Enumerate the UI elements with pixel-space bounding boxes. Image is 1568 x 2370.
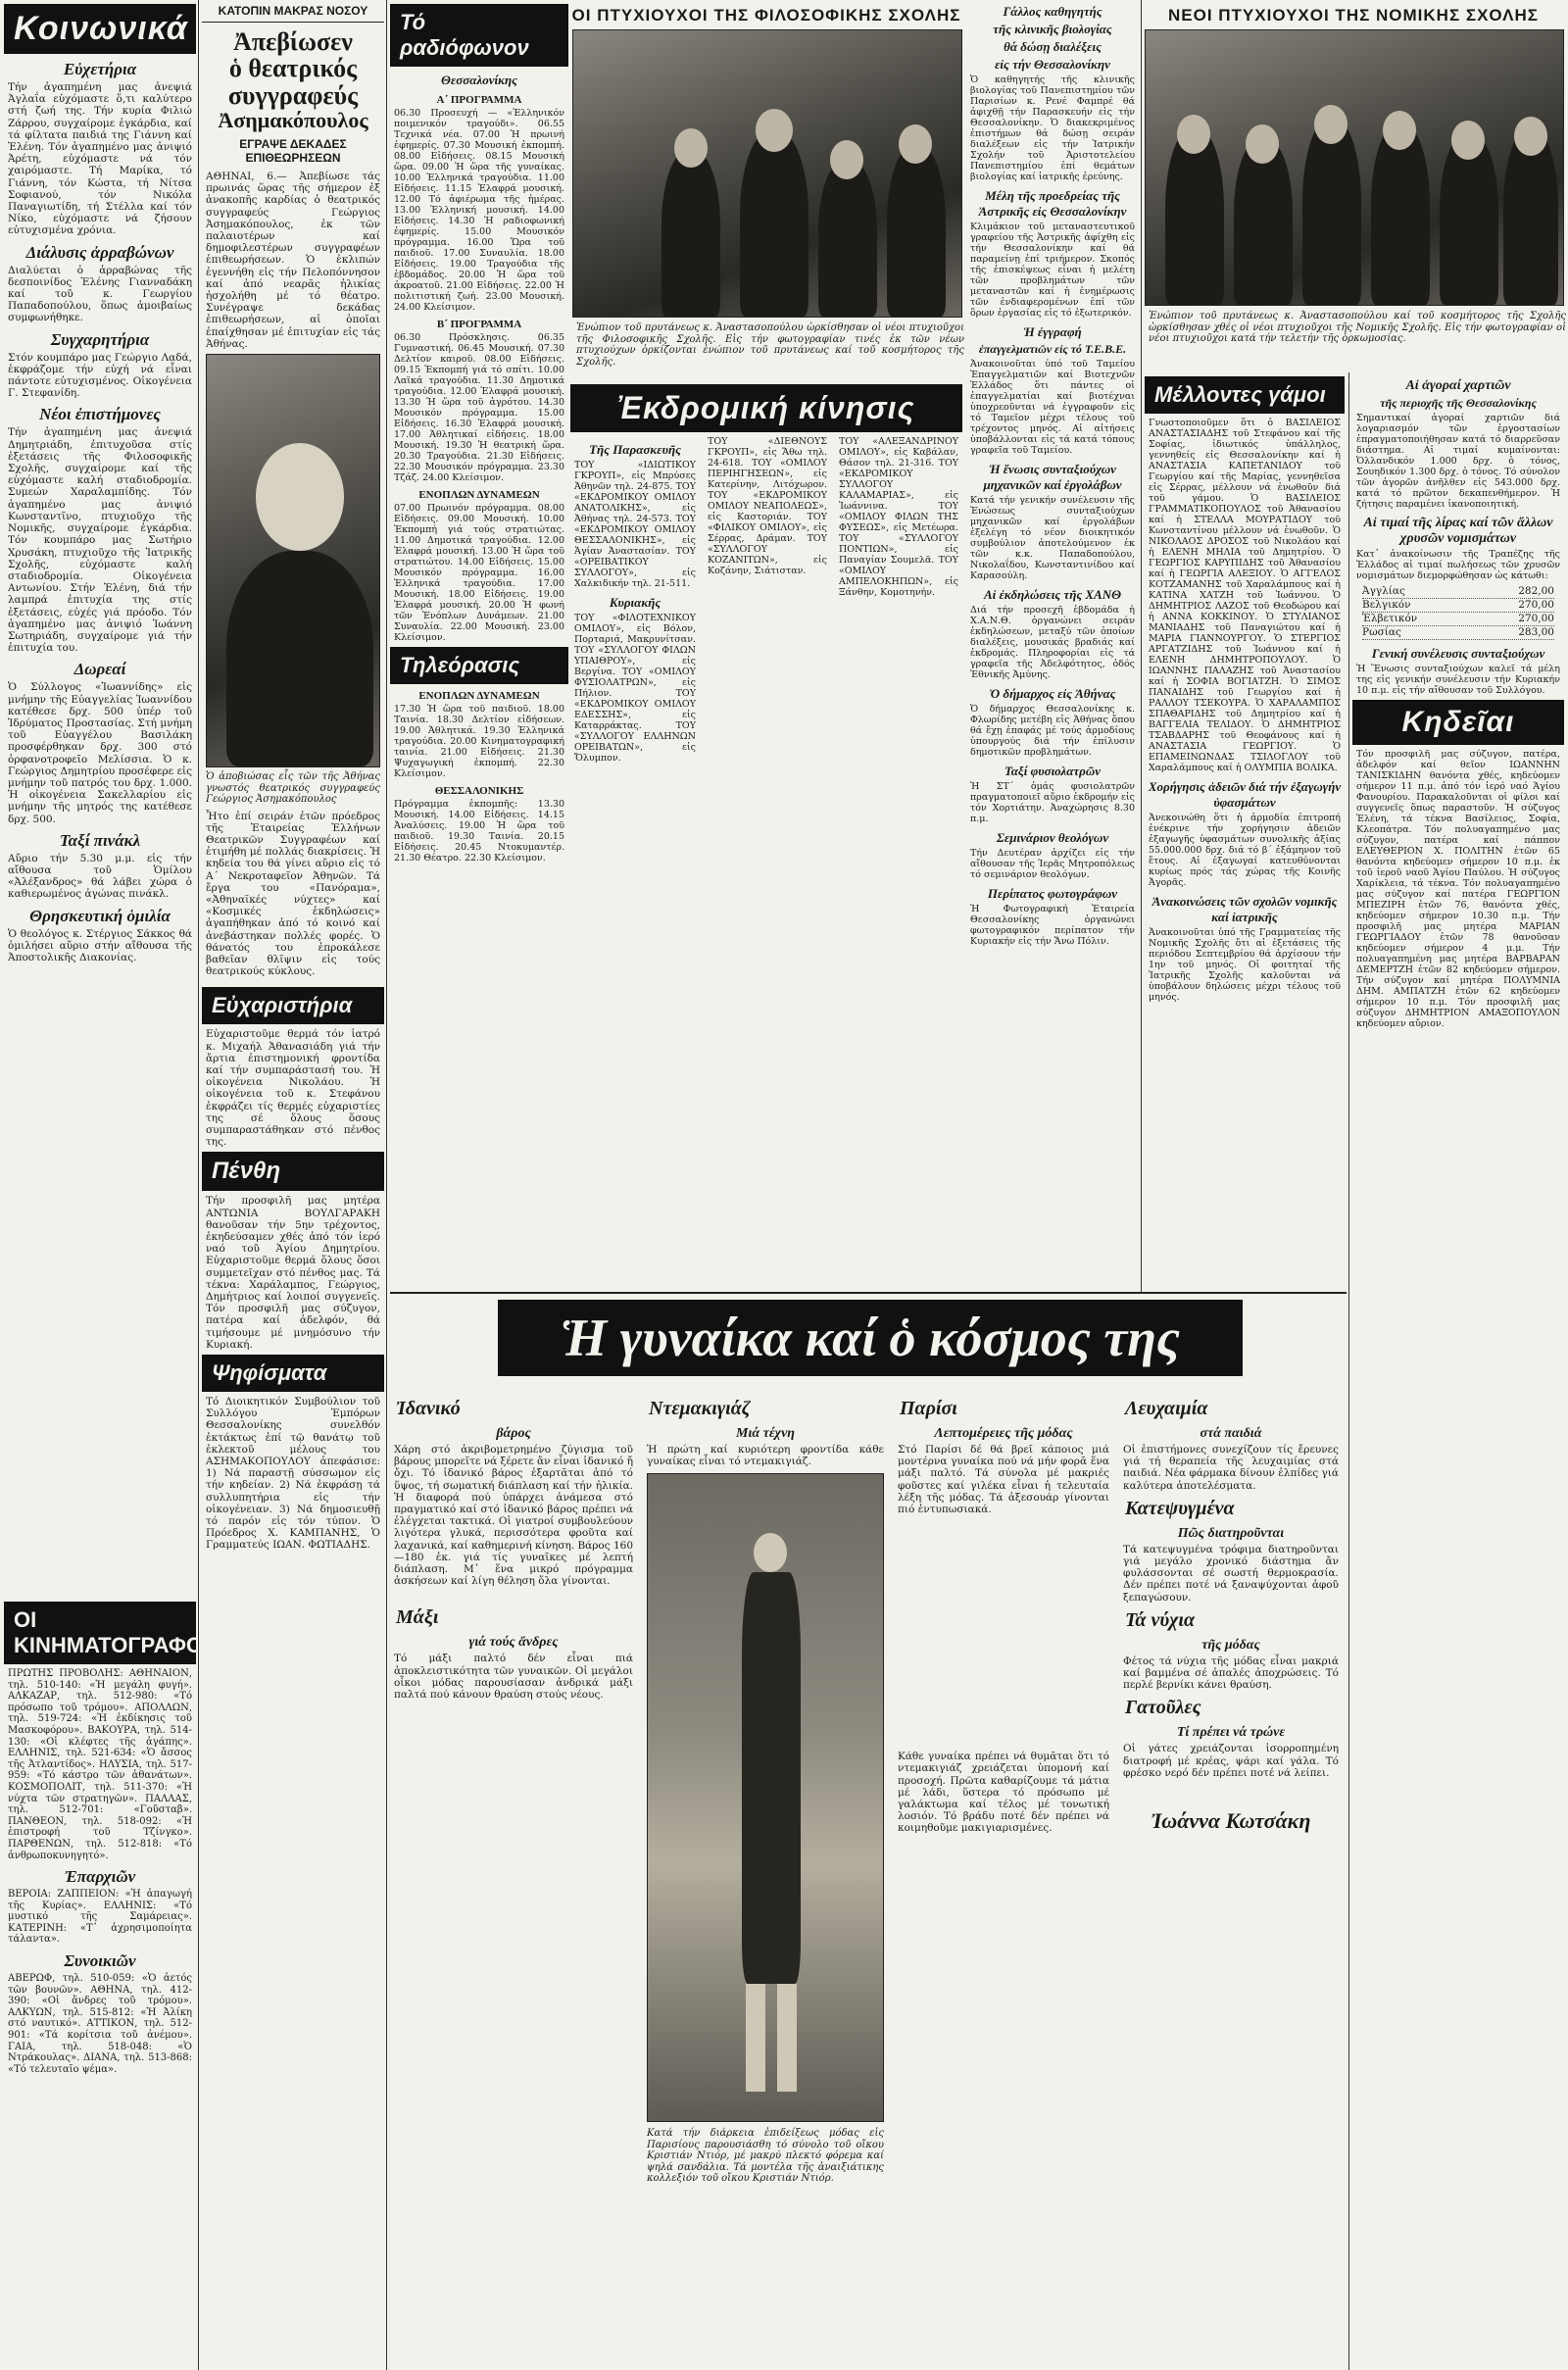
column-radio (390, 0, 568, 1292)
news-headline: Σεμινάριον θεολόγων (996, 830, 1109, 845)
assembly-title: Γενική συνέλευσις συνταξιούχων (1371, 646, 1545, 661)
section-text: Ὁ Σύλλογος «Ἰωαννίδης» εἰς μνήμην τῆς Εὐαγγελίας Ἰωαννίδου κατέθεσε δρχ. 500 ὑπέρ τοῦ Ἱδρύματος Προστασίας. Στή μνήμη τοῦ Εὐαγγέλου Βασιλάκη προσφέρθηκαν δρχ. 300 στό ὀρφανοτροφεῖο Μελίσσια. Ὁ κ. Γεώργιος Δημητρίου προσέφερε εἰς μνήμην τοῦ πατρός του δρχ. 1.000. Ἡ οἰκογένεια Σακελλαρίου εἰς μνήμην τῆς μητρός της κατέθεσε δρχ. 500. (8, 681, 192, 825)
women-col-4 (1119, 1392, 1343, 1836)
excursions-list: ΤΟΥ «ΙΔΙΩΤΙΚΟΥ ΓΚΡΟΥΠ», εἰς Μπρύσες Ἀθηνῶν τηλ. 24-875. ΤΟΥ «ΕΚΔΡΟΜΙΚΟΥ ΟΜΙΛΟΥ ΑΝΑΤΟΛΙΚΗΣ», εἰς Ἀθήνας τηλ. 24-573. ΤΟΥ «ΕΚΔΡΟΜΙΚΟΥ ΟΜΙΛΟΥ ΘΕΣΣΑΛΟΝΙΚΗΣ», εἰς Ἁγίαν Ἀναστασίαν. ΤΟΥ «ΟΡΕΙΒΑΤΙΚΟΥ ΣΥΛΛΟΓΟΥ», εἰς Χαλκιδικήν τηλ. 21-511. (574, 460, 696, 589)
news-text: Ἀνακοινοῦται ὑπό τοῦ Ταμείου Ἐπαγγελματιῶν καί Βιοτεχνῶν Ἑλλάδος ὅτι πάντες οἱ ἐπαγγελματίαι καί βιοτέχναι ὑποχρεοῦνται νά ἐγγραφοῦν εἰς τό Ταμεῖον μέχρι τέλους τοῦ τρέχοντος μηνός. Αἱ αἰτήσεις ὑποβάλλονται εἰς τά κατά τόπους γραφεῖα τοῦ Ταμείου. (970, 359, 1135, 456)
fashion-caption: Κατά τήν διάρκεια ἐπιδείξεως μόδας εἰς Παρισίους παρουσιάσθη τό σύνολο τοῦ οἴκου Κριστιάν Ντιόρ, μέ μακρύ πλεκτό φόρεμα καί ψηλά σανδάλια. Τά μοντέλα τῆς ἀναιξιάτικης κολλεξιόν τοῦ οἴκου Κριστιάν Ντιόρ. (647, 2128, 884, 2185)
gold-coin-name: Ἀγγλίας (1362, 585, 1405, 597)
news-text: Ἡ Φωτογραφική Ἑταιρεία Θεσσαλονίκης ὀργανώνει φωτογραφικόν περίπατον τήν Κυριακήν εἰς τήν Ἄνω Πόλιν. (970, 904, 1135, 947)
law-photo (1145, 29, 1564, 306)
excursions-heading: Ἐκδρομική κίνησις (570, 384, 962, 432)
section-title: Εὐχετήρια (63, 60, 137, 78)
mourning-text: Τήν προσφιλῆ μας μητέρα ΑΝΤΩΝΙΑ ΒΟΥΛΓΑΡΑΚΗ θανοῦσαν τήν 5ην τρέχοντος, ἐκηδεύσαμεν χθές ἀπό τόν ἱερό ναό τοῦ Ἁγίου Δημητρίου. Εὐχαριστοῦμε θερμά ὅλους ὅσοι συμμετεῖχαν στό πένθος μας. Τά τέκνα: Χαράλαμπος, Γεώργιος, Δημήτριος καί λοιποί συγγενεῖς. Τόν προσφιλῆ μας σύζυγον, πατέρα καί ἀδελφόν, θά τιμήσουμε μέ μνημόσυνο τήν Κυριακή. (206, 1195, 380, 1351)
news-headline: Ταξί φυσιολατρῶν (1004, 764, 1102, 778)
section-title: Θρησκευτική ὁμιλία (29, 906, 171, 925)
cats-title: Γατοῦλες (1125, 1697, 1201, 1719)
cinemas-provinces: ΒΕΡΟΙΑ: ΖΑΠΠΕΙΟΝ: «Ἡ ἀπαγωγή τῆς Κυρίας». ΕΛΛΗΝΙΣ: «Τό μυστικό τῆς Σαμάρειας». ΚΑΤΕΡΙΝΗ: «Τ᾽ ἀχρησιμοποίητα τάλαντα». (8, 1889, 192, 1946)
cinemas-section (4, 1598, 210, 2079)
gold-price-row (1362, 613, 1554, 626)
maxi-title: Μάξι (396, 1606, 439, 1629)
tv-1-title: ΕΝΟΠΛΩΝ ΔΥΝΑΜΕΩΝ (418, 690, 540, 702)
nails-text: Φέτος τά νύχια τῆς μόδας εἶναι μακριά καί βαμμένα σέ ἀπαλές ἀποχρώσεις. Τό περλέ βερνίκι κάνει θραύση. (1123, 1654, 1339, 1692)
exports-title: Χορήγησις ἀδειῶν διά τήν ἐξαγωγήν ὑφασμάτων (1148, 779, 1342, 810)
obituary-headline-2: ὁ θεατρικός (228, 54, 358, 83)
section-title: Διάλυσις ἀρραβώνων (25, 242, 174, 262)
column-markets (1352, 372, 1564, 2370)
frozen-title: Κατεψυγμένα (1125, 1497, 1235, 1519)
radio-station: Θεσσαλονίκης (441, 73, 517, 87)
news-headline: Ὁ δήμαρχος εἰς Ἀθήνας (989, 686, 1116, 701)
obituary-deck: ΕΓΡΑΨΕ ΔΕΚΑΔΕΣ ΕΠΙΘΕΩΡΗΣΕΩΝ (239, 136, 347, 165)
section-title: Δωρεαί (74, 660, 126, 679)
cats-text: Οἱ γάτες χρειάζονται ἰσορροπημένη διατροφή μέ κρέας, ψάρι καί γάλα. Τό φρέσκο νερό δέν πρέπει ποτέ νά λείπει. (1123, 1743, 1339, 1779)
news-headline: εἰς τήν Θεσσαλονίκην (995, 57, 1110, 72)
excursions-section (570, 380, 962, 767)
maxi-text: Τό μάξι παλτό δέν εἶναι πιά ἀποκλειστικότητα τῶν γυναικῶν. Οἱ μεγάλοι οἶκοι μόδας παρουσίασαν ἀνδρικά μάξι παλτά πού κάνουν θραύση στούς νέους. (394, 1653, 633, 1702)
leukemia-text: Οἱ ἐπιστήμονες συνεχίζουν τίς ἔρευνες γιά τή θεραπεία τῆς λευχαιμίας στά παιδιά. Νέα φάρμακα δίνουν ἐλπίδες γιά καλύτερα ἀποτελέσματα. (1123, 1444, 1339, 1492)
obituary-text: ΑΘΗΝΑΙ, 6.— Ἀπεβίωσε τάς πρωινάς ὥρας τῆς σήμερον ἐξ ἀνακοπῆς καρδίας ὁ θεατρικός συγγραφεύς Γεώργιος Ἀσημακόπουλος, ἐκ τῶν παλαιοτέρων καί δημοφιλεστέρων συγγραφέων ἐπιθεωρήσεων. Ὁ ἐκλιπών ἐγεννήθη εἰς τήν Πελοπόννησον καί ἀπό νεαρᾶς ἡλικίας ἠσχολήθη μέ τό θέατρο. Συνέγραψε δεκάδας ἐπιθεωρήσεων, αἱ ὁποῖαι ἐπαίχθησαν μέ ἐπιτυχίαν εἰς τάς Ἀθήνας. (206, 170, 380, 350)
gold-coin-name: Ρωσίας (1362, 626, 1401, 638)
nails-title: Τά νύχια (1125, 1608, 1196, 1631)
section-text: Τήν ἀγαπημένη μας ἀνεψιά Ἀγλαΐα εὐχόμαστε ὅ,τι καλύτερο στή ζωή της. Τήν κυρία Φιλιώ Ζάρρου, συγχαίρομε ἐγκάρδια, καί τά φίλτατα παιδιά της Γιάννη καί Ἐλένη. Τόν ἀγαπημένο μας ἀνιψιό Ἀρέτη, εὐχόμαστε νά τόν χαιρόμαστε. Τή Μαρίκα, τό Γιάννη, τόν Κώστα, τή Νίτσα Σοφιανού, τόν Νικόλα Παναγιωτίδη, τή Στέλλα καί τόν Νίκο, εὐχόμαστε νά ζήσουν εὐτυχισμένα χρόνια. (8, 81, 192, 237)
paris-title: Παρίσι (900, 1398, 957, 1419)
weddings-text: Γνωστοποιοῦμεν ὅτι ὁ ΒΑΣΙΛΕΙΟΣ ΑΝΑΣΤΑΣΙΑΔΗΣ τοῦ Στεφάνου καί τῆς Σοφίας, ἰδιωτικός ὑπάλληλος, γεννηθείς εἰς Θεσσαλονίκην καί ἡ ΑΝΑΣΤΑΣΙΑ ΚΑΠΕΤΑΝΙΔΟΥ τοῦ Γεωργίου καί τῆς Μαρίας, γεννηθεῖσα εἰς Σέρρας, μέλλουν νά ἑνωθοῦν διά τοῦ γάμου. Ὁ ΒΑΣΙΛΕΙΟΣ ΓΡΑΜΜΑΤΙΚΟΠΟΥΛΟΣ τοῦ Ἀθανασίου καί ἡ ΣΤΕΛΛΑ ΜΟΥΡΑΤΙΔΟΥ τοῦ Κωνσταντίνου μέλλουν νά ἑνωθοῦν. Ὁ ΝΙΚΟΛΑΟΣ ΔΡΟΣΟΣ τοῦ Νικολάου καί ἡ ΕΛΕΝΗ ΜΗΛΙΑ τοῦ Δημητρίου. Ὁ ΓΕΩΡΓΙΟΣ ΚΑΡΥΠΙΔΗΣ τοῦ Ἀθανασίου καί ἡ ΓΕΩΡΓΙΑ ΑΛΕΞΙΟΥ. Ὁ ΑΓΓΕΛΟΣ ΚΟΤΖΑΜΑΝΗΣ τοῦ Χαραλάμπους καί ἡ ΚΑΤΙΝΑ ΧΑΤΖΗ τοῦ Ἰωάννου. Ὁ ΔΗΜΗΤΡΙΟΣ ΛΑΖΟΣ τοῦ Θεοδώρου καί ἡ ΑΝΝΑ ΚΟΚΚΙΝΟΥ. Ὁ ΣΤΥΛΙΑΝΟΣ ΜΑΝΙΑΔΗΣ τοῦ Παναγιώτου καί ἡ ΜΑΡΙΑ ΓΙΑΝΝΟΥΡΓΟΥ. Ὁ ΣΤΕΡΓΙΟΣ ΑΡΓΑΤΖΙΔΗΣ τοῦ Ἰωάννου καί ἡ ΕΛΕΝΗ ΔΗΜΗΤΡΟΠΟΥΛΟΥ. Ὁ ΙΩΑΝΝΗΣ ΠΑΛΑΖΗΣ τοῦ Ἀναστασίου καί ἡ ΣΟΦΙΑ ΒΟΓΙΑΤΖΗ. Ὁ ΣΙΜΟΣ ΠΑΝΑΙΔΗΣ τοῦ Γεωργίου καί ἡ ΡΑΛΛΟΥ ΤΣΕΚΟΥΡΑ. Ὁ ΧΑΡΑΛΑΜΠΟΣ ΣΠΑΘΑΡΙΔΗΣ τοῦ Δημητρίου καί ἡ ΒΑΓΓΕΛΙΑ ΤΕΛΙΔΟΥ. Ὁ ΔΗΜΗΤΡΙΟΣ ΤΣΑΒΔΑΡΗΣ τοῦ Θεοφάνους καί ἡ ΑΝΑΣΤΑΣΙΑ ΓΕΩΡΓΙΟΥ. Ὁ ΕΠΑΜΕΙΝΩΝΔΑΣ ΤΣΙΛΟΓΛΟΥ τοῦ Χαραλάμπους καί ἡ ΟΛΥΜΠΙΑ ΒΟΛΙΚΑ. (1149, 418, 1341, 773)
markets-subtitle: τῆς περιοχῆς τῆς Θεσσαλονίκης (1380, 396, 1537, 410)
gold-text: Κατ᾽ ἀνακοίνωσιν τῆς Τραπέζης τῆς Ἑλλάδος αἱ τιμαί πωλήσεως τῶν χρυσῶν νομισμάτων διεμορφώθησαν ὡς κάτωθι: (1356, 549, 1560, 581)
news-text: Διά τήν προσεχῆ ἑβδομάδα ἡ Χ.Α.Ν.Θ. ὀργανώνει σειράν ἐκδηλώσεων, μεταξύ τῶν ὁποίων διαλέξεις, μουσικάς βραδιάς καί ἐκδρομάς. Πληροφορίαι εἰς τά γραφεῖα τῆς Ἀδελφότητος, ὁδός Ἐθνικῆς Ἀμύνης. (970, 605, 1135, 680)
gold-coin-price: 270,00 (1518, 613, 1554, 624)
demaquillage-sub: Μιά τέχνη (736, 1426, 795, 1441)
law-title: ΝΕΟΙ ΠΤΥΧΙΟΥΧΟΙ ΤΗΣ ΝΟΜΙΚΗΣ ΣΧΟΛΗΣ (1167, 6, 1540, 25)
news-headline: Περίπατος φωτογράφων (987, 886, 1118, 901)
armed-forces-title: ΕΝΟΠΛΩΝ ΔΥΝΑΜΕΩΝ (418, 489, 540, 501)
gold-price-table (1362, 585, 1554, 640)
news-text: Ἡ ΣΤ΄ ὁμάς φυσιολατρῶν πραγματοποιεῖ αὔριο ἐκδρομήν εἰς τόν Χορτιάτην. Ἀναχώρησις 8.30 π.μ. (970, 781, 1135, 824)
philosophy-title: ΟΙ ΠΤΥΧΙΟΥΧΟΙ ΤΗΣ ΦΙΛΟΣΟΦΙΚΗΣ ΣΧΟΛΗΣ (571, 6, 961, 25)
nails-sub: τῆς μόδας (1201, 1637, 1260, 1653)
excursions-list: ΤΟΥ «ΑΛΕΞΑΝΔΡΙΝΟΥ ΟΜΙΛΟΥ», εἰς Καβάλαν, Θάσον τηλ. 21-316. ΤΟΥ «ΕΚΔΡΟΜΙΚΟΥ ΣΥΛΛΟΓΟΥ ΚΑΛΑΜΑΡΙΑΣ», εἰς Ἰωάννινα. ΤΟΥ «ΟΜΙΛΟΥ ΦΙΛΩΝ ΤΗΣ ΦΥΣΕΩΣ», εἰς Μετέωρα. ΤΟΥ «ΣΥΛΛΟΓΟΥ ΠΟΝΤΙΩΝ», εἰς Παναγίαν Σουμελᾶ. ΤΟΥ «ΟΜΙΛΟΥ ΑΜΠΕΛΟΚΗΠΩΝ», εἰς Ξάνθην, Κομοτηνήν. (839, 436, 958, 598)
leukemia-title: Λευχαιμία (1125, 1398, 1208, 1419)
excursions-list: ΤΟΥ «ΦΙΛΟΤΕΧΝΙΚΟΥ ΟΜΙΛΟΥ», εἰς Βόλον, Πορταριά, Μακρυνίτσαν. ΤΟΥ «ΣΥΛΛΟΓΟΥ ΦΙΛΩΝ ΥΠΑΙΘΡΟΥ», εἰς Βεργίνα. ΤΟΥ «ΟΜΙΛΟΥ ΦΥΣΙΟΛΑΤΡΩΝ», εἰς Πήλιον. ΤΟΥ «ΕΚΔΡΟΜΙΚΟΥ ΟΜΙΛΟΥ ΕΔΕΣΣΗΣ», εἰς Καταρράκτας. ΤΟΥ «ΣΥΛΛΟΓΟΥ ΕΛΛΗΝΩΝ ΟΡΕΙΒΑΤΩΝ», εἰς Ὄλυμπον. (574, 613, 696, 764)
social-heading: Κοινωνικά (4, 4, 196, 54)
thanks-heading: Εὐχαριστήρια (202, 987, 384, 1024)
news-text: Ὁ δήμαρχος Θεσσαλονίκης κ. Φλωρίδης μετέβη εἰς Ἀθήνας ὅπου θά ἔχῃ ἐπαφάς μέ τούς ἁρμοδίους ὑπουργούς διά τήν ἐπίλυσιν δημοτικῶν προβλημάτων. (970, 704, 1135, 758)
cats-sub: Τί πρέπει νά τρώνε (1176, 1725, 1286, 1741)
section-text: Στόν κουμπάρο μας Γεώργιο Λαδά, ἐκφράζομε τήν εὐχή νά εἶναι πάντοτε εὐτυχισμένος. Οἰκογένεια Γ. Στεφανίδη. (8, 351, 192, 400)
section-title: Νέοι ἐπιστήμονες (39, 405, 161, 424)
thanks-text: Εὐχαριστοῦμε θερμά τόν ἰατρό κ. Μιχαήλ Ἀθανασιάδη γιά τήν ἄρτια ἐπιστημονική φροντίδα καί τήν συμπαράστασή του. Ἡ οἰκογένεια Νικολάου. Ἡ οἰκογένεια τοῦ κ. Στεφάνου ἐκφράζει τίς θερμές εὐχαριστίες της σέ ὅλους ὅσους συμπαραστάθηκαν στό πένθος της. (206, 1028, 380, 1149)
excursions-day-title: Κυριακῆς (609, 595, 662, 610)
cinemas-provinces-title: Ἐπαρχιῶν (64, 1867, 136, 1887)
mourning-heading: Πένθη (202, 1152, 384, 1191)
cinemas-neighborhood-title: Συνοικιῶν (64, 1951, 136, 1971)
assembly-text: Ἡ Ἕνωσις συνταξιούχων καλεῖ τά μέλη της εἰς γενικήν συνέλευσιν τήν Κυριακήν 10 π.μ. εἰς τήν αἴθουσαν τοῦ Συλλόγου. (1356, 664, 1560, 696)
gold-title: Αἱ τιμαί τῆς λίρας καί τῶν ἄλλων χρυσῶν νομισμάτων (1363, 516, 1553, 546)
portrait-caption: Ὁ ἀποβιώσας εἷς τῶν τῆς Ἀθήνας γνωστός θεατρικός συγγραφεύς Γεώργιος Ἀσημακόπουλος (206, 771, 380, 806)
obituary-headline-3: συγγραφεύς (227, 80, 359, 110)
resolutions-text: Τό Διοικητικόν Συμβούλιον τοῦ Συλλόγου Ἐμπόρων Θεσσαλονίκης συνελθόν ἐκτάκτως ἐπί τῷ θανάτῳ τοῦ ἐκλεκτοῦ μέλους του ΑΣΗΜΑΚΟΠΟΥΛΟΥ ἀπεφάσισε: 1) Νά παραστῇ σύσσωμον εἰς τήν κηδείαν. 2) Νά ἐκφράσῃ τά συλλυπητήρια εἰς τήν οἰκογένειαν. 3) Νά δημοσιευθῇ τό παρόν εἰς τόν τύπον. Ὁ Πρόεδρος Χ. ΚΑΜΠΑΝΗΣ, Ὁ Γραμματεύς ΙΩΑΝ. ΦΩΤΙΑΔΗΣ. (206, 1396, 380, 1552)
leukemia-sub: στά παιδιά (1200, 1426, 1262, 1441)
tv-2-title: ΘΕΣΣΑΛΟΝΙΚΗΣ (434, 785, 524, 797)
column-obituary (202, 0, 384, 2370)
news-text: Κατά τήν γενικήν συνέλευσιν τῆς Ἑνώσεως συνταξιούχων μηχανικῶν καί ἐργολάβων ἐξελέγη τό νέον διοικητικόν συμβούλιον ἀποτελούμενον ἐκ τῶν κ.κ. Παπαδοπούλου, Νικολαΐδου, Κωνσταντινίδου καί Καρασούλη. (970, 495, 1135, 581)
frozen-sub: Πῶς διατηροῦνται (1177, 1525, 1285, 1541)
paris-sub: Λεπτομέρειες τῆς μόδας (934, 1426, 1073, 1441)
ideal-weight-text: Χάρη στό ἀκριβομετρημένο ζύγισμα τοῦ βάρους μπορεῖτε νά ξέρετε ἄν εἶναι ἰδανικό ἤ ὄχι. Τό ἰδανικό βάρος ἐξαρτᾶται ἀπό τό ὕψος, τή σωματική διάπλαση καί τήν ἡλικία. Ἡ διαφορά πού ὑπάρχει ἀνάμεσα στό πραγματικό καί στό ἰδανικό βάρος πρέπει νά ἐλέγχεται τακτικά. Οἱ γιατροί συμβουλεύουν λιγότερα γλυκά, περισσότερα φροῦτα καί λαχανικά, καί καθημερινή κίνηση. Βάρος 160—180 ἐκ. γιά τίς γυναῖκες μέ λεπτή διάπλαση. Μ᾽ ἕνα μικρό πρόγραμμα ἀσκήσεων καί λίγη θέληση ὅλα γίνονται. (394, 1444, 634, 1588)
column-news (966, 0, 1139, 1292)
paris-text: Στό Παρίσι δέ θά βρεῖ κάποιος μιά μοντέρνα γυναίκα πού νά μήν φορᾶ ἕνα μάξι παλτό. Τά σύνολα μέ μακριές φοῦστες καί γιλέκα εἶναι ἡ τελευταία λέξη τῆς μόδας. Τά ἀξεσουάρ γίνονται πιό ἐντυπωσιακά. (898, 1444, 1109, 1516)
ideal-weight-title: Ἰδανικό (396, 1398, 461, 1419)
news-subheadline: ἐπαγγελματιῶν εἰς τό Τ.Ε.Β.Ε. (978, 342, 1127, 356)
armed-forces-text: 07.00 Πρωινόν πρόγραμμα. 08.00 Εἰδήσεις. 09.00 Μουσική. 10.00 Ἐκπομπή γιά τούς στρατιώτας. 11.00 Δημοτικά τραγούδια. 12.00 Ἐλαφρά μουσική. 13.00 Ἡ ὥρα τοῦ στρατιώτου. 14.00 Εἰδήσεις. 15.00 Μουσικόν πρόγραμμα. 16.00 Ἑλληνικά τραγούδια. 17.00 Μουσική. 18.00 Εἰδήσεις. 19.00 Ἐλαφρά μουσική. 20.00 Ἡ φωνή τῶν Ἐνόπλων Δυνάμεων. 21.00 Συναυλία. 22.00 Μουσική. 23.00 Κλείσιμον. (394, 503, 564, 643)
demaquillage-text-cont: Κάθε γυναίκα πρέπει νά θυμᾶται ὅτι τό ντεμακιγιάζ χρειάζεται ὑπομονή καί προσοχή. Πρῶτα καθαρίζουμε τά μάτια μέ λάδι, ὕστερα τό πρόσωπο μέ γαλάκτωμα καί τέλος μέ τονωτική λοσιόν. Τό βράδυ ποτέ δέν πρέπει νά κοιμηθοῦμε μακιγιαρισμένες. (898, 1751, 1109, 1835)
news-headline: Ἡ ἐγγραφή (1023, 324, 1082, 339)
women-col-3 (894, 1392, 1113, 1839)
section-text: Ὁ θεολόγος κ. Στέργιος Σάκκος θά ὁμιλήσει αὔριο στήν αἴθουσα τῆς Ἀποστολικῆς Διακονίας. (8, 927, 192, 963)
women-section (390, 1292, 1347, 2368)
gold-price-row (1362, 626, 1554, 640)
women-col-2 (643, 1392, 888, 2190)
philosophy-photo (572, 29, 962, 318)
weddings-heading: Μέλλοντες γάμοι (1145, 376, 1345, 414)
cinemas-neighborhood: ΑΒΕΡΩΦ, τηλ. 510-059: «Ὁ ἀετός τῶν βουνῶν». ΑΘΗΝΑ, τηλ. 412-390: «Οἱ ἄνδρες τοῦ τρόμου». ΑΛΚΥΩΝ, τηλ. 515-812: «Ἡ Ἀλίκη στό ναυτικό». ΑΤΤΙΚΟΝ, τηλ. 512-901: «Τά κορίτσια τοῦ ἀνέμου». ΓΑΙΑ, τηλ. 518-048: «Ὁ Ντράκουλας». ΔΙΑΝΑ, τηλ. 513-868: «Τό τελευταῖο ψέμα». (8, 1973, 192, 2075)
program-2-title: Β΄ ΠΡΟΓΡΑΜΜΑ (436, 319, 522, 330)
tv-1-text: 17.30 Ἡ ὥρα τοῦ παιδιοῦ. 18.00 Ταινία. 18.30 Δελτίον εἰδήσεων. 19.00 Ἀθλητικά. 19.30 Ἑλληνικά τραγούδια. 20.00 Κινηματογραφική ταινία. 21.00 Εἰδήσεις. 21.30 Ψυχαγωγική ἐκπομπή. 22.30 Κλείσιμον. (394, 704, 564, 779)
news-headline: θά δώσῃ διαλέξεις (1004, 39, 1102, 54)
obituary-headline-4: Ἀσημακόπουλος (218, 107, 368, 132)
funerals-heading: Κηδεῖαι (1352, 700, 1564, 745)
demaquillage-text: Ἡ πρώτη καί κυριότερη φροντίδα κάθε γυναίκας εἶναι τό ντεμακιγιάζ. (647, 1444, 884, 1468)
gold-coin-name: Βελγικόν (1362, 599, 1411, 611)
ideal-weight-sub: βάρος (496, 1426, 531, 1441)
resolutions-heading: Ψηφίσματα (202, 1355, 384, 1392)
radio-heading: Τό ραδιόφωνον (390, 4, 568, 67)
news-text: Κλιμάκιον τοῦ μεταναστευτικοῦ γραφείου τῆς Ἀστρικῆς ἀφίχθη εἰς τήν Θεσσαλονίκην καί θά παραμείνῃ ἐπί τριήμερον. Σκοπός τῆς ἐπισκέψεως εἶναι ἡ μελέτη τῶν προβλημάτων τῶν μεταναστῶν καί ἡ ἐνημέρωσις τῶν ἐνδιαφερομένων ἐπί τῶν ὅρων ἐργασίας εἰς τό ἐξωτερικόν. (970, 222, 1135, 319)
section-title: Ταξί πινάκλ (59, 830, 141, 850)
excursions-day-title: Τῆς Παρασκευῆς (589, 442, 681, 457)
program-1-text: 06.30 Προσευχή — «Ἑλληνικόν ποιμενικόν τραγούδι». 06.55 Τεχνικά νέα. 07.00 Ἡ πρωινή ἐφημερίς. 07.30 Μουσική ἐκπομπή. 08.00 Εἰδήσεις. 08.15 Μουσική ὥρα. 09.00 Ἡ ὥρα τῆς γυναίκας. 10.00 Ἑλληνικά τραγούδια. 11.00 Εἰδήσεις. 11.15 Ἐλαφρά μουσική. 12.00 Τό ἀφιέρωμα τῆς ἡμέρας. 13.00 Ἑλληνική μουσική. 14.00 Εἰδήσεις. 14.30 Ἡ ραδιοφωνική ἐφημερίς. 15.00 Μουσικόν πρόγραμμα. 16.00 Ὥρα τοῦ παιδιοῦ. 17.00 Συναυλία. 18.00 Εἰδήσεις. 19.00 Τραγούδια τῆς ἑβδομάδος. 20.00 Ἡ ὥρα τοῦ ἀκροατοῦ. 21.00 Εἰδήσεις. 22.00 Ἡ πολιτιστική ζωή. 23.00 Μουσική. 24.00 Κλείσιμον. (394, 108, 564, 313)
exports-text: Ἀνεκοινώθη ὅτι ἡ ἁρμοδία ἐπιτροπή ἐνέκρινε τήν χορήγησιν ἀδειῶν ἐξαγωγῆς ὑφασμάτων συνολικῆς ἀξίας 55.000.000 δρχ. διά τό β΄ ἑξάμηνον τοῦ ἔτους. Αἱ ἐξαγωγαί κατευθύνονται κυρίως πρός τάς χώρας τῆς Κοινῆς Ἀγορᾶς. (1149, 813, 1341, 888)
section-text: Διαλύεται ὁ ἀρραβώνας τῆς δεσποινίδος Ἐλένης Γιανναδάκη καί τοῦ κ. Γεωργίου Παπαδοπούλου, ὅπως ἀμοιβαίως συμφωνήθηκε. (8, 264, 192, 324)
women-headline: Ἡ γυναίκα καί ὁ κόσμος της (498, 1300, 1243, 1376)
section-text: Αὔριο τήν 5.30 μ.μ. εἰς τήν αἴθουσα τοῦ Ὁμίλου «Ἀλέξανδρος» θά λάβει χώρα ὁ καθιερωμένος ἀγώνας πινάκλ. (8, 852, 192, 901)
announcements-text: Ἀνακοινοῦται ὑπό τῆς Γραμματείας τῆς Νομικῆς Σχολῆς ὅτι αἱ ἐξετάσεις τῆς περιόδου Σεπτεμβρίου θά ἀρχίσουν τήν 1ην τοῦ μηνός. Οἱ φοιτηταί τῆς Ἰατρικῆς Σχολῆς καλοῦνται νά ὑποβάλουν δηλώσεις μέχρι τέλους τοῦ μηνός. (1149, 927, 1341, 1003)
column-social (4, 0, 210, 2370)
news-text: Τήν Δευτέραν ἀρχίζει εἰς τήν αἴθουσαν τῆς Ἱερᾶς Μητροπόλεως τό σεμινάριον θεολόγων. (970, 848, 1135, 880)
demaquillage-title: Ντεμακιγιάζ (649, 1398, 751, 1419)
news-headline: Ἡ ἔνωσις συνταξιούχων μηχανικῶν καί ἐργολάβων (983, 462, 1122, 492)
law-caption: Ἐνώπιον τοῦ πρυτάνεως κ. Ἀναστασοπούλου καί τοῦ κοσμήτορος τῆς Σχολῆς ὡρκίσθησαν χθές οἱ νέοι πτυχιοῦχοι τῆς Νομικῆς Σχολῆς. Εἰς τήν φωτογραφίαν οἱ νέοι πτυχιοῦχοι κατά τήν τελετήν τῆς ὁρκωμοσίας. (1149, 311, 1566, 344)
obituary-text-2: Ἦτο ἐπί σειράν ἐτῶν πρόεδρος τῆς Ἑταιρείας Ἑλλήνων Θεατρικῶν Συγγραφέων καί ἐτιμήθη μέ πολλάς διακρίσεις. Ἡ κηδεία του θά γίνει αὔριο εἰς τό Α΄ Νεκροταφεῖον Ἀθηνῶν. Τά ἔργα του «Πανόραμα», «Ἀθηναϊκές νύχτες» καί «Κοσμικές ἐκδηλώσεις» ἀγαπήθηκαν ἀπό τό κοινό καί ἀνεβάστηκαν πολλές φορές. Ὁ θάνατός του ἐπροκάλεσε βαθεῖαν θλῖψιν εἰς τούς θεατρικούς κύκλους. (206, 810, 380, 978)
tv-heading: Τηλεόρασις (390, 647, 568, 684)
news-text: Ὁ καθηγητής τῆς κλινικῆς βιολογίας τοῦ Πανεπιστημίου τῶν Παρισίων κ. Ρενέ Φαμπρέ θά ἀφιχθῇ τήν Παρασκευήν εἰς τήν Θεσσαλονίκην. Ὁ διακεκριμένος ἐπιστήμων θά δώσῃ σειράν διαλέξεων εἰς τήν Ἰατρικήν Σχολήν τοῦ Ἀριστοτελείου Πανεπιστημίου ἐπί θεμάτων βιολογίας καί ἰατρικῆς ἐρεύνης. (970, 74, 1135, 182)
obituary-kicker: ΚΑΤΟΠΙΝ ΜΑΚΡΑΣ ΝΟΣΟΥ (202, 0, 384, 23)
maxi-sub: γιά τούς ἄνδρες (468, 1635, 559, 1651)
markets-title: Αἱ ἀγοραί χαρτιῶν (1405, 378, 1511, 393)
gold-price-row (1362, 599, 1554, 613)
fashion-photo (647, 1473, 884, 2122)
news-headline: Αἱ ἐκδηλώσεις τῆς ΧΑΝΘ (983, 587, 1122, 602)
program-1-title: Α΄ ΠΡΟΓΡΑΜΜΑ (436, 94, 522, 106)
cinemas-first-run: ΠΡΩΤΗΣ ΠΡΟΒΟΛΗΣ: ΑΘΗΝΑΙΟΝ, τηλ. 510-140: «Ἡ μεγάλη φυγή». ΑΛΚΑΖΑΡ, τηλ. 512-980: «Τό πρόσωπο τοῦ τρόμου». ΑΠΟΛΛΩΝ, τηλ. 519-724: «Ἡ ἐκδίκησις τοῦ Μασκοφόρου». ΒΑΚΟΥΡΑ, τηλ. 514-130: «Οἱ κλέφτες τῆς ἀγάπης». ΕΛΛΗΝΙΣ, τηλ. 521-634: «Ὁ ἄσσος τῆς Ἀτλαντίδος». ΗΛΥΣΙΑ, τηλ. 517-959: «Τό κάστρο τῶν ἀθανάτων». ΚΟΣΜΟΠΟΛΙΤ, τηλ. 511-370: «Ἡ νύχτα τῶν στρατηγῶν». ΠΑΛΛΑΣ, τηλ. 512-701: «Γοῦσταβ». ΠΑΝΘΕΟΝ, τηλ. 518-092: «Ἡ ἐπιστροφή τοῦ Τζίνγκο». ΠΑΡΘΕΝΩΝ, τηλ. 512-818: «Τό ἀνθρωποκυνηγητό». (8, 1668, 192, 1861)
news-headline: τῆς κλινικῆς βιολογίας (993, 22, 1112, 36)
byline: Ἰωάννα Κωτσάκη (1151, 1808, 1311, 1834)
markets-text: Σημαντικαί ἀγοραί χαρτιῶν διά λογαριασμόν τῶν ἐργοστασίων ἐπραγματοποιήθησαν κατά τό διαρρεῦσαν διάστημα. Αἱ τιμαί κυμαίνονται: Ὁλλανδικόν 1.000 δρχ. ὁ τόνος, Σουηδικόν 1.300 δρχ. ὁ τόνος. Τό σύνολον τῶν ἀγορῶν ἀνῆλθεν εἰς 543.000 δρχ. κατά τό πρῶτον δεκαπενθήμερον. Ἡ ζήτησις παραμένει ἱκανοποιητική. (1356, 413, 1560, 510)
gold-coin-price: 270,00 (1518, 599, 1554, 611)
program-2-text: 06.30 Πρόσκλησις. 06.35 Γυμναστική. 06.45 Μουσική. 07.30 Δελτίον καιροῦ. 08.00 Εἰδήσεις. 09.15 Ἐκπομπή γιά τό σπίτι. 10.00 Λαϊκά τραγούδια. 11.30 Δημοτικά τραγούδια. 12.00 Ἐλαφρά μουσική. 13.30 Ἡ ὥρα τοῦ ἀγρότου. 14.30 Μουσικόν πρόγραμμα. 15.00 Εἰδήσεις. 16.30 Ἐλαφρά μουσική. 17.00 Ἀθλητικαί εἰδήσεις. 18.00 Μουσική. 19.30 Ἡ θεατρική ὥρα. 20.30 Τραγούδια. 21.30 Εἰδήσεις. 22.30 Μουσικόν πρόγραμμα. 23.30 Τζάζ. 24.00 Κλείσιμον. (394, 332, 564, 483)
women-col-1 (390, 1392, 637, 1704)
gold-price-row (1362, 585, 1554, 599)
gold-coin-price: 282,00 (1518, 585, 1554, 597)
portrait-photo (206, 354, 380, 767)
frozen-text: Τά κατεψυγμένα τρόφιμα διατηροῦνται γιά μεγάλο χρονικό διάστημα ἄν φυλάσσονται σέ σωστή θερμοκρασία. Δέν πρέπει ποτέ νά ξαναψύχονται ἀφοῦ ξεπαγώσουν. (1123, 1543, 1339, 1604)
announcements-title: Ἀνακοινώσεις τῶν σχολῶν νομικῆς καί ἰατρικῆς (1152, 894, 1338, 924)
tv-2-text: Πρόγραμμα ἐκπομπῆς: 13.30 Μουσική. 14.00 Εἰδήσεις. 14.15 Ἀναλύσεις. 19.00 Ἡ ὥρα τοῦ παιδιοῦ. 19.30 Ταινία. 20.15 Εἰδήσεις. 20.45 Ντοκυμαντέρ. 21.30 Θέατρο. 22.30 Κλείσιμον. (394, 799, 564, 864)
obituary-headline-1: Ἀπεβίωσεν (233, 27, 353, 56)
section-text: Τήν ἀγαπημένη μας ἀνεψιά Δημητριάδη, ἐπιτυχοῦσα στίς ἐξετάσεις τῆς Φιλοσοφικῆς Σχολῆς, συγχαίρομε καί τῆς εὐχόμαστε καλή σταδιοδρομία. Συμεών Χαραλαμπίδης. Τόν ἀγαπημένο μας ἀνιψιό Κωνσταντῖνο, πτυχιοῦχο τῆς Νομικῆς, συγχαίρομε ἐγκάρδια. Τόν κουμπάρο μας Σωτήριο Χρυσάκη, πτυχιοῦχο τῆς Ἰατρικῆς Σχολῆς, εὐχόμαστε καλή σταδιοδρομία. Οἰκογένεια Αντωνίου. Στήν Ἐλένη, διά τήν λαμπρά ἐπιτυχία της στίς ἐξετάσεις, εὐχές γιά πρόοδο. Τόν ἀγαπημένο μας ἀνιψιό Ἰωάννη Σωτηριάδη, συγχαίρομε γιά τήν ἐπιτυχία του. (8, 426, 192, 655)
news-headline: Γάλλος καθηγητής (1003, 4, 1102, 19)
gold-coin-name: Ἑλβετικόν (1362, 613, 1418, 624)
cinemas-heading: ΟΙ ΚΙΝΗΜΑΤΟΓΡΑΦΟΙ (4, 1602, 196, 1664)
philosophy-caption: Ἐνώπιον τοῦ πρυτάνεως κ. Ἀναστασοπούλου ὡρκίσθησαν οἱ νέοι πτυχιοῦχοι τῆς Φιλοσοφικῆς Σχολῆς. Εἰς τήν φωτογραφίαν τινές ἐκ τῶν νέων πτυχιούχων ὁρκίζονται ἐνώπιον τοῦ πρυτάνεως καί τοῦ κοσμήτορος τῆς Σχολῆς. (576, 322, 964, 368)
gold-coin-price: 283,00 (1518, 626, 1554, 638)
funerals-text: Τόν προσφιλῆ μας σύζυγον, πατέρα, ἀδελφόν καί θεῖον ΙΩΑΝΝΗΝ ΤΑΝΙΣΚΙΔΗΝ θανόντα χθές, κηδεύομεν σήμερον 11 π.μ. ἀπό τόν ἱερό ναό Ἁγίου Φανουρίου. Παρακαλοῦνται οἱ φίλοι καί συγγενεῖς ὅπως παραστοῦν. Ἡ σύζυγος Ἑλένη, τά τέκνα Βασίλειος, Σοφία, Κλεοπάτρα. Τόν πολυαγαπημένο μας σύζυγον, πατέρα καί πάππον ΕΛΕΥΘΕΡΙΟΝ Χ. ΠΟΛΙΤΗΝ ἐτῶν 65 θανόντα κηδεύομεν σήμερον 10 π.μ. ἐκ τοῦ ἱεροῦ ναοῦ Ἁγίου Παύλου. Ἡ σύζυγος Χαρίκλεια, τά τέκνα. Τόν πολυαγαπημένο μας σύζυγον καί πατέρα ΓΕΩΡΓΙΟΝ ΜΠΕΖΙΡΗ ἐτῶν 76, θανόντα χθές, κηδεύομεν σήμερον 10.30 π.μ. Τήν προσφιλῆ μας μητέρα ΜΑΡΙΑΝ ΓΕΩΡΓΙΑΔΟΥ ἐτῶν 78 θανοῦσαν κηδεύομεν σήμερον 4 μ.μ. Τήν πολυαγαπημένη μας μητέρα ΒΑΡΒΑΡΑΝ ΔΕΜΕΡΤΖΗ ἐτῶν 82 κηδεύομεν σήμερον. Τήν σύζυγον καί μητέρα ΠΟΛΥΜΝΙΑ ΔΗΜ. ΑΜΠΑΤΖΗ ἐτῶν 62 κηδεύομεν σήμερον 10 π.μ. Τόν προσφιλῆ μας σύζυγον ΔΗΜΗΤΡΙΟΝ ΑΜΑΞΟΠΟΥΛΟΝ κηδεύομεν αὔριον. (1356, 749, 1560, 1029)
section-title: Συγχαρητήρια (50, 329, 150, 349)
news-headline: Μέλη τῆς προεδρείας τῆς Ἀστρικῆς εἰς Θεσσαλονίκην (978, 188, 1127, 219)
excursions-list: ΤΟΥ «ΔΙΕΘΝΟΥΣ ΓΚΡΟΥΠ», εἰς Ἄθω τηλ. 24-618. ΤΟΥ «ΟΜΙΛΟΥ ΠΕΡΙΗΓΗΣΕΩΝ», εἰς Κατερίνην, Λιτόχωρον. ΤΟΥ «ΕΚΔΡΟΜΙΚΟΥ ΟΜΙΛΟΥ ΝΕΑΠΟΛΕΩΣ», εἰς Καστοριάν. ΤΟΥ «ΦΙΛΙΚΟΥ ΟΜΙΛΟΥ», εἰς Σέρρας, Δράμαν. ΤΟΥ «ΣΥΛΛΟΓΟΥ ΚΟΖΑΝΙΤΩΝ», εἰς Κοζάνην, Σιάτισταν. (708, 436, 827, 576)
